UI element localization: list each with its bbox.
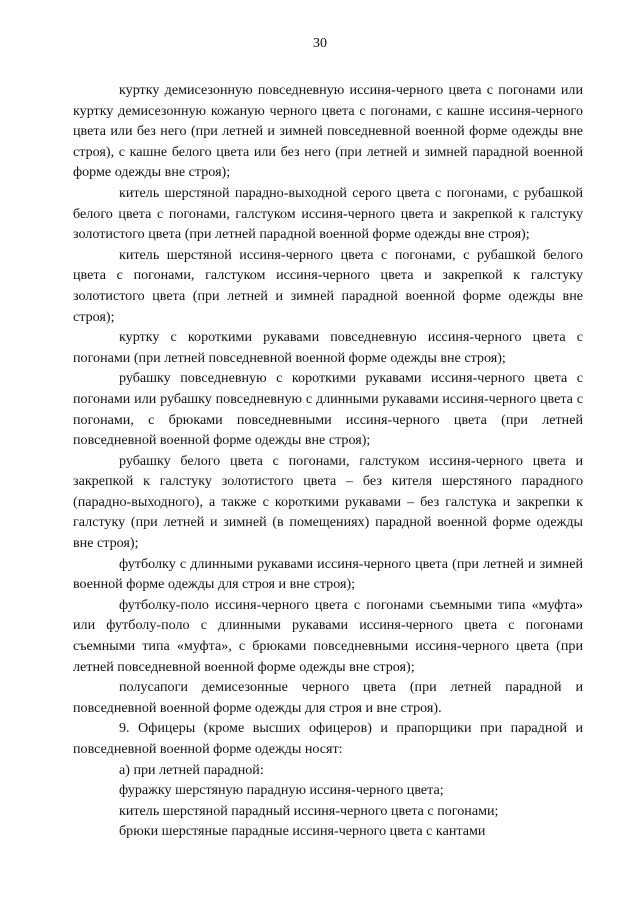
paragraph-parade-tunic: китель шерстяной парадный иссиня-черного цвета с погонами; bbox=[119, 802, 499, 819]
paragraph-item-a: а) при летней парадной: bbox=[119, 761, 264, 778]
paragraph-short-sleeve-jacket: куртку с короткими рукавами повседневную иссиня-черного цвета с погонами (при летней повседневной военной форме одежды вне строя); bbox=[73, 329, 583, 366]
paragraph-tunic-grey: китель шерстяной парадно-выходной серого цвета с погонами, с рубашкой белого цвета с погонами, галстуком иссиня-черного цвета и закрепкой к галстуку золотистого цвета (при летней парадной военной форме одежды вне строя); bbox=[73, 184, 583, 243]
paragraph-long-sleeve-tshirt: футболку с длинными рукавами иссиня-черного цвета (при летней и зимней военной форме одежды для строя и вне строя); bbox=[73, 555, 583, 593]
body-text bbox=[73, 80, 583, 842]
paragraph-half-boots: полусапоги демисезонные черного цвета (при летней парадной и повседневной военной форме одежды для строя и вне строя). bbox=[73, 679, 583, 716]
paragraph-section-9: 9. Офицеры (кроме высших офицеров) и прапорщики при парадной и повседневной военной форме одежды носят: bbox=[73, 720, 583, 757]
paragraph-cap: фуражку шерстяную парадную иссиня-черного цвета; bbox=[119, 782, 444, 799]
paragraph-jacket-demiseason: куртку демисезонную повседневную иссиня-черного цвета с погонами или куртку демисезонную кожаную черного цвета с погонами, с кашне иссиня-черного цвета или без него (при летней и зимней повседневной военной форме одежды вне строя), с кашне белого цвета или без него (при летней и зимней парадной военной форме одежды вне строя); bbox=[73, 82, 583, 181]
paragraph-white-shirt: рубашку белого цвета с погонами, галстуком иссиня-черного цвета и закрепкой к галстуку золотистого цвета – без кителя шерстяного парадного (парадно-выходного), а также с короткими рукавами – без галстука и закрепки к галстуку (при летней и зимней (в помещениях) парадной военной форме одежды вне строя); bbox=[73, 452, 583, 552]
paragraph-polo-shirt: футболку-поло иссиня-черного цвета с погонами съемными типа «муфта» или футболу-поло с длинными рукавами иссиня-черного цвета с погонами съемными типа «муфта», с брюками повседневными иссиня-черного цвета (при летней повседневной военной форме одежды вне строя); bbox=[73, 596, 583, 675]
paragraph-trousers: брюки шерстяные парадные иссиня-черного цвета с кантами bbox=[119, 823, 486, 840]
paragraph-tunic-dark-blue: китель шерстяной иссиня-черного цвета с погонами, с рубашкой белого цвета с погонами, галстуком иссиня-черного цвета и закрепкой к галстуку золотистого цвета (при летней и зимней парадной военной форме одежды вне строя); bbox=[73, 246, 583, 325]
page-number: 30 bbox=[313, 36, 327, 51]
paragraph-everyday-shirt: рубашку повседневную с короткими рукавами иссиня-черного цвета с погонами или рубашку повседневную с длинными рукавами иссиня-черного цвета с погонами, с брюками повседневными иссиня-черного цвета (при летней повседневной военной форме одежды вне строя); bbox=[73, 370, 583, 449]
